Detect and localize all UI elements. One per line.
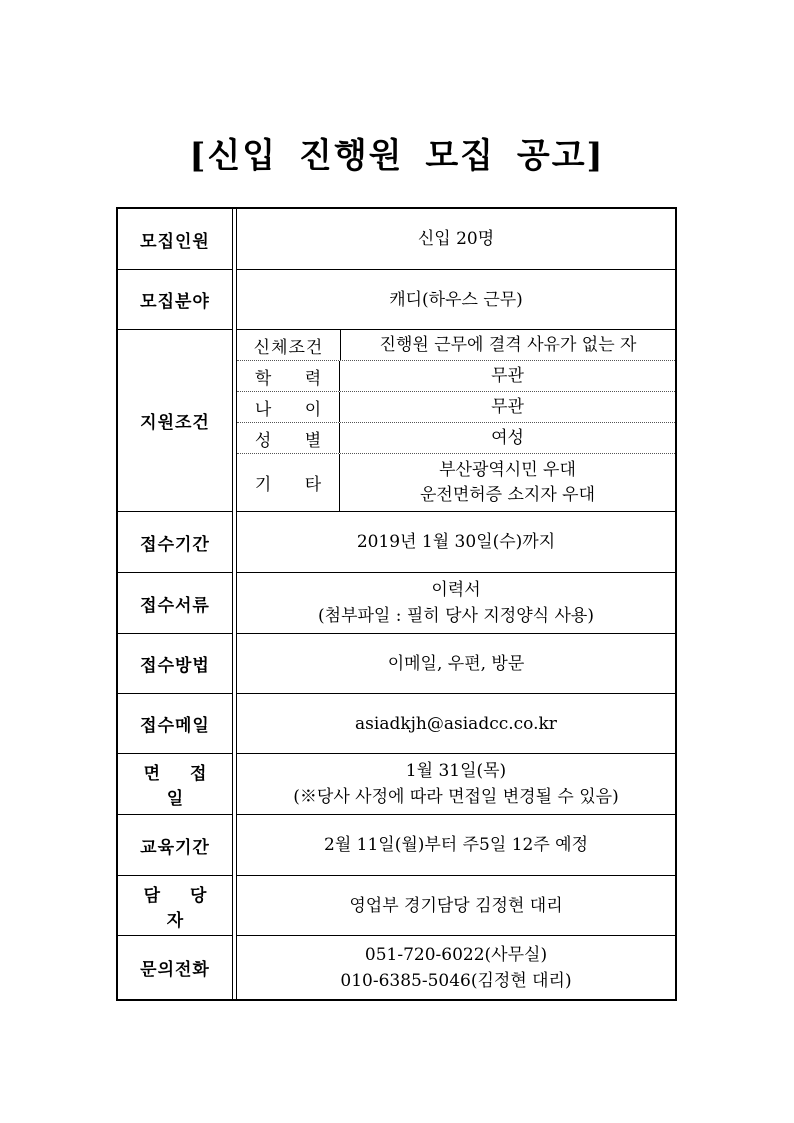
email-value-cell (237, 694, 675, 754)
condition-value-line: 부산광역시민 우대 (439, 459, 576, 480)
email-label-cell (118, 694, 232, 754)
phone-label: 문의전화 (140, 960, 210, 980)
recruit-count-value: 신입 20명 (417, 229, 495, 249)
condition-row (237, 361, 675, 392)
condition-row (237, 423, 675, 454)
period-value: 2019년 1월 30일(수)까지 (356, 532, 556, 552)
conditions-label: 지원조건 (140, 413, 210, 433)
interview-label: 면 접 일 (143, 764, 219, 809)
training-label: 교육기간 (140, 837, 210, 858)
documents-label-cell (118, 573, 232, 634)
contact-person-value: 영업부 경기담당 김정현 대리 (349, 895, 563, 916)
method-value: 이메일, 우편, 방문 (387, 653, 525, 674)
training-value-cell (237, 815, 675, 876)
condition-row (237, 454, 675, 512)
condition-key: 나 이 (237, 392, 340, 422)
conditions-label-cell (118, 330, 232, 512)
documents-value-line: 이력서 (431, 580, 481, 600)
field-value: 캐디(하우스 근무) (389, 289, 523, 310)
documents-label: 접수서류 (140, 595, 210, 616)
email-value: asiadkjh@asiadcc.co.kr (355, 713, 557, 734)
training-label-cell (118, 815, 232, 876)
condition-value: 진행원 근무에 결격 사유가 없는 자 (379, 334, 637, 355)
phone-value-line: 010-6385-5046(김정현 대리) (340, 970, 572, 991)
recruit-count-value-cell (237, 209, 675, 270)
condition-key: 기 타 (237, 454, 340, 511)
method-label: 접수방법 (140, 656, 210, 676)
page-title: [신입 진행원 모집 공고] (189, 136, 605, 176)
interview-value-line: (※당사 사정에 따라 면접일 변경될 수 있음) (293, 787, 619, 807)
email-label: 접수메일 (140, 716, 210, 736)
condition-row (237, 392, 675, 423)
phone-value-line: 051-720-6022(사무실) (364, 944, 548, 965)
period-label-cell (118, 512, 232, 573)
documents-value-cell (237, 573, 675, 634)
training-value: 2월 11일(월)부터 주5일 12주 예정 (324, 835, 588, 855)
condition-value (340, 454, 675, 511)
method-label-cell (118, 634, 232, 694)
condition-row (237, 330, 675, 361)
condition-value: 여성 (491, 427, 524, 448)
condition-key: 성 별 (237, 423, 340, 453)
interview-label-cell (118, 754, 232, 815)
phone-label-cell (118, 936, 232, 999)
recruitment-table (116, 207, 677, 1001)
recruit-count-label-cell (118, 209, 232, 270)
contact-person-value-cell (237, 876, 675, 936)
interview-value-cell (237, 754, 675, 815)
documents-value-line: (첨부파일 : 필히 당사 지정양식 사용) (318, 606, 594, 626)
condition-value: 무관 (491, 396, 524, 417)
condition-value-line: 운전면허증 소지자 우대 (419, 484, 596, 505)
period-value-cell (237, 512, 675, 573)
condition-value: 무관 (491, 365, 524, 386)
condition-key: 신체조건 (237, 330, 341, 360)
interview-value-line: 1월 31일(목) (405, 761, 507, 781)
contact-person-label: 담 당 자 (143, 885, 219, 931)
recruit-count-label: 모집인원 (140, 231, 210, 252)
label-column (118, 209, 232, 999)
method-value-cell (237, 634, 675, 694)
field-value-cell (237, 270, 675, 330)
field-label: 모집분야 (140, 292, 210, 312)
condition-key: 학 력 (237, 361, 340, 391)
contact-person-label-cell (118, 876, 232, 936)
phone-value-cell (237, 936, 675, 999)
field-label-cell (118, 270, 232, 330)
value-column (237, 209, 675, 999)
period-label: 접수기간 (140, 534, 210, 555)
